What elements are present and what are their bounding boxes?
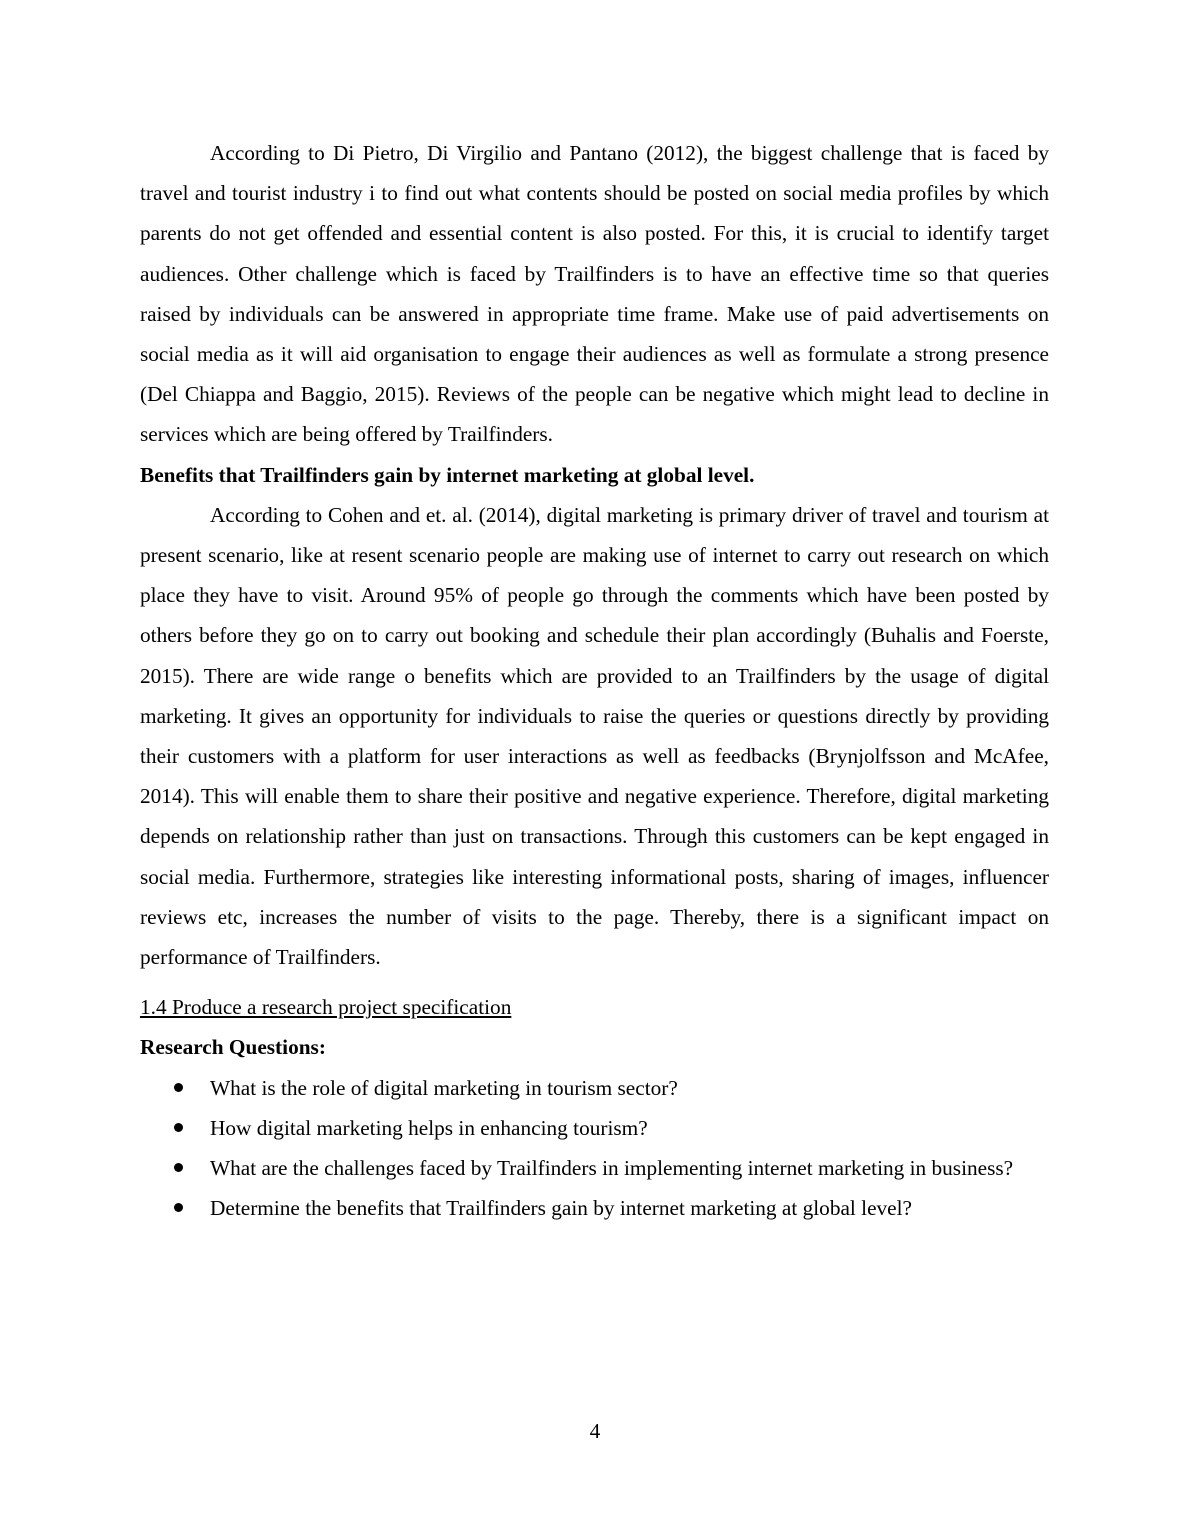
document-page [140,133,1049,1228]
list-item [140,1108,1049,1148]
paragraph-challenges: According to Di Pietro, Di Virgilio and Pantano (2012), the biggest challenge that is faced by travel and tourist industry i to find out what contents should be posted on social media profiles by which parents do not get offended and essential content is also posted. For this, it is crucial to identify target audiences. Other challenge which is faced by Trailfinders is to have an effective time so that queries raised by individuals can be answered in appropriate time frame. Make use of paid advertisements on social media as it will aid organisation to engage their audiences as well as formulate a strong presence (Del Chiappa and Baggio, 2015). Reviews of the people can be negative which might lead to decline in services which are being offered by Trailfinders. [140,141,1049,447]
list-item [140,1068,1049,1108]
section-title: 1.4 Produce a research project specification [140,995,512,1020]
bullet-icon [174,1203,183,1212]
list-item-text: How digital marketing helps in enhancing tourism? [210,1115,648,1140]
bullet-icon [174,1163,183,1172]
list-item-text: Determine the benefits that Trailfinders gain by internet marketing at global level? [210,1196,912,1221]
bullet-icon [174,1123,183,1132]
list-item [140,1188,1049,1228]
research-questions-heading: Research Questions: [140,1035,326,1060]
list-item-text: What is the role of digital marketing in tourism sector? [210,1075,678,1100]
benefits-heading: Benefits that Trailfinders gain by internet marketing at global level. [140,462,755,487]
page-number: 4 [589,1419,601,1443]
list-item-text: What are the challenges faced by Trailfinders in implementing internet marketing in business? [210,1156,1014,1181]
research-questions-list [140,1068,1049,1229]
list-item [140,1148,1049,1188]
paragraph-benefits: According to Cohen and et. al. (2014), digital marketing is primary driver of travel and tourism at present scenario, like at resent scenario people are making use of internet to carry out research on which place they have to visit. Around 95% of people go through the comments which have been posted by others before they go on to carry out booking and schedule their plan accordingly (Buhalis and Foerste, 2015). There are wide range o benefits which are provided to an Trailfinders by the usage of digital marketing. It gives an opportunity for individuals to raise the queries or questions directly by providing their customers with a platform for user interactions as well as feedbacks (Brynjolfsson and McAfee, 2014). This will enable them to share their positive and negative experience. Therefore, digital marketing depends on relationship rather than just on transactions. Through this customers can be kept engaged in social media. Furthermore, strategies like interesting informational posts, sharing of images, influencer reviews etc, increases the number of visits to the page. Thereby, there is a significant impact on performance of Trailfinders. [140,502,1049,970]
bullet-icon [174,1083,183,1092]
